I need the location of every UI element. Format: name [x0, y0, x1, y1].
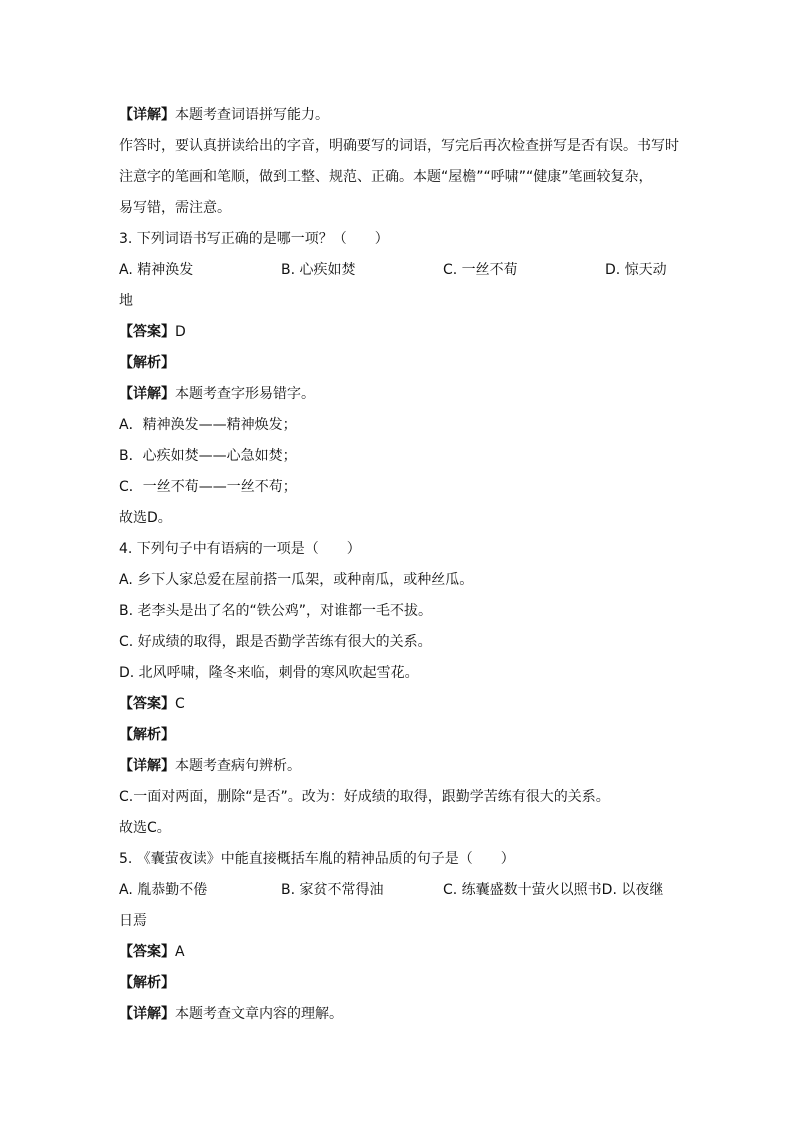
question-4-analysis-tag: 【解析】 — [119, 727, 175, 743]
answer-value: C — [175, 696, 185, 712]
intro-paragraph-line-1: 作答时，要认真拼读给出的字音，明确要写的词语，写完后再次检查拼写是否有误。书写时 — [119, 138, 679, 154]
option-c: C. 一丝不荀 — [443, 262, 518, 278]
option-a: A. 精神涣发 — [119, 262, 194, 278]
question-5-option-wrap: 日焉 — [119, 913, 147, 929]
intro-paragraph-line-2: 注意字的笔画和笔顺，做到工整、规范、正确。本题“屋檐”“呼啸”“健康”笔画较复杂， — [119, 169, 653, 185]
detail-text: 本题考查病句辨析。 — [175, 758, 301, 774]
question-5: 5. 《囊萤夜读》中能直接概括车胤的精神品质的句子是（ ） — [119, 851, 515, 867]
question-5-detail — [119, 999, 679, 1030]
option-d: D. 惊天动 — [605, 262, 667, 278]
option-b: B. 心疾如焚 — [281, 262, 356, 278]
answer-tag: 【答案】 — [119, 324, 175, 340]
question-5-options — [119, 875, 679, 906]
question-5-answer — [119, 937, 679, 968]
answer-tag: 【答案】 — [119, 944, 175, 960]
answer-tag: 【答案】 — [119, 696, 175, 712]
option-c-d: C. 练囊盛数十萤火以照书D. 以夜继 — [443, 882, 664, 898]
question-3-fix-a: A．精神涣发——精神焕发； — [119, 417, 297, 433]
question-3-fix-c: C．一丝不荀——一丝不苟； — [119, 479, 297, 495]
question-3-option-wrap: 地 — [119, 293, 133, 309]
question-3-detail — [119, 379, 679, 410]
question-3: 3. 下列词语书写正确的是哪一项？（ ） — [119, 231, 389, 247]
detail-tag: 【详解】 — [119, 107, 175, 123]
detail-text: 本题考查字形易错字。 — [175, 386, 315, 402]
intro-paragraph-line-3: 易写错，需注意。 — [119, 200, 231, 216]
intro-detail — [119, 100, 679, 131]
question-4-conclusion: 故选C。 — [119, 820, 171, 836]
question-3-analysis-tag: 【解析】 — [119, 355, 175, 371]
question-3-answer — [119, 317, 679, 348]
question-4-option-a: A. 乡下人家总爱在屋前搭一瓜架，或种南瓜，或种丝瓜。 — [119, 572, 474, 588]
question-4-detail — [119, 751, 679, 782]
answer-value: A — [175, 944, 185, 960]
detail-text: 本题考查文章内容的理解。 — [175, 1006, 343, 1022]
question-3-conclusion: 故选D。 — [119, 510, 172, 526]
detail-tag: 【详解】 — [119, 1006, 175, 1022]
question-4: 4. 下列句子中有语病的一项是（ ） — [119, 541, 361, 557]
question-4-option-b: B. 老李头是出了名的“铁公鸡”，对谁都一毛不拔。 — [119, 603, 433, 619]
question-4-option-d: D. 北风呼啸，隆冬来临，刺骨的寒风吹起雪花。 — [119, 665, 419, 681]
question-4-option-c: C. 好成绩的取得，跟是否勤学苦练有很大的关系。 — [119, 634, 432, 650]
document-content — [119, 100, 679, 1030]
option-b: B. 家贫不常得油 — [281, 882, 384, 898]
question-4-answer — [119, 689, 679, 720]
question-5-analysis-tag: 【解析】 — [119, 975, 175, 991]
answer-value: D — [175, 324, 186, 340]
detail-tag: 【详解】 — [119, 758, 175, 774]
question-4-fix: C.一面对两面，删除“是否”。改为：好成绩的取得，跟勤学苦练有很大的关系。 — [119, 789, 610, 805]
detail-tag: 【详解】 — [119, 386, 175, 402]
option-a: A. 胤恭勤不倦 — [119, 882, 208, 898]
question-3-options — [119, 255, 679, 286]
detail-text: 本题考查词语拼写能力。 — [175, 107, 329, 123]
question-3-fix-b: B．心疾如焚——心急如焚； — [119, 448, 297, 464]
